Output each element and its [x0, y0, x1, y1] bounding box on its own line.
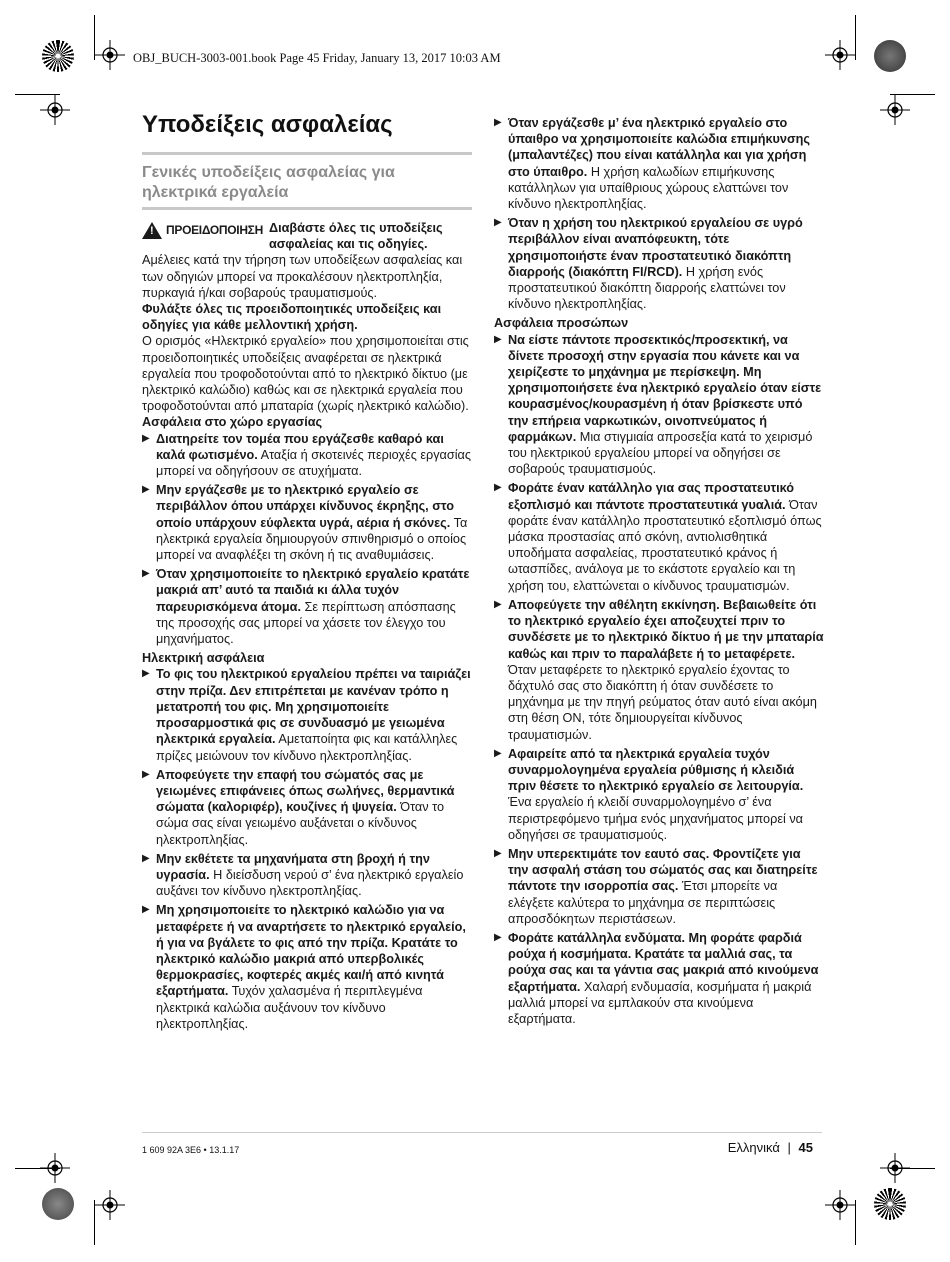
- warning-paragraph: ! ΠΡΟΕΙΔΟΠΟΙΗΣΗ Διαβάστε όλες τις υποδείξεις ασφαλείας και τις οδηγίες. Αμέλειες κατά την τήρηση των υποδείξεων ασφαλείας και των οδηγιών μπορεί να προκαλέσουν ηλεκτροπληξία, πυρκαγιά ή/και σοβαρούς τραυματισμούς.: [142, 221, 463, 300]
- list-item: ▶ Αφαιρείτε από τα ηλεκτρικά εργαλεία τυχόν συναρμολογημένα εργαλεία ρύθμισης ή κλειδιά πριν θέσετε το ηλεκτρικό εργαλείο σε λειτουργία. Ένα εργαλείο ή κλειδί συναρμολογημένο σ’ ένα περιστρεφόμενο τμήμα ενός μηχανήματος μπορεί να οδηγήσει σε τραυματισμούς.: [494, 746, 804, 842]
- registration-mark-icon: [40, 95, 70, 125]
- right-column: [494, 115, 824, 1030]
- electrical-list-continued: [494, 115, 824, 312]
- warning-triangle-icon: !: [142, 222, 162, 239]
- left-column: [142, 110, 472, 1035]
- page-number: 45: [798, 1140, 813, 1155]
- list-item: ▶ Αποφεύγετε την επαφή του σώματός σας με γειωμένες επιφάνειες όπως σωλήνες, θερμαντικά σώματα (καλοριφέρ), κουζίνες ή ψυγεία. Όταν το σώμα σας είναι γειωμένο αυξάνεται ο κίνδυνος ηλεκτροπληξίας.: [142, 767, 455, 847]
- gray-disc-icon: [874, 40, 906, 72]
- list-item: ▶ Να είστε πάντοτε προσεκτικός/προσεκτική, να δίνετε προσοχή στην εργασία που κάνετε και να χειρίζεστε το μηχάνημα με περίσκεψη. Μη χρησιμοποιήσετε ένα ηλεκτρικό εργαλείο όταν είστε κουρασμένος/κουρασμένη ή όταν βρίσκεστε υπό την επήρεια ναρκωτικών, οινοπνεύματος ή φαρμάκων. Μια στιγμιαία απροσεξία κατά το χειρισμό του ηλεκτρικού εργαλείου μπορεί να οδηγήσει σε σοβαρούς τραυματισμούς.: [494, 332, 822, 477]
- bullet-triangle-icon: ▶: [494, 747, 502, 759]
- bullet-triangle-icon: ▶: [142, 668, 150, 680]
- registration-mark-icon: [95, 40, 125, 70]
- bullet-triangle-icon: ▶: [142, 852, 150, 864]
- bullet-triangle-icon: ▶: [142, 484, 150, 496]
- bullet-triangle-icon: ▶: [494, 598, 502, 610]
- footer-rule: [142, 1132, 822, 1133]
- bullet-triangle-icon: ▶: [142, 768, 150, 780]
- list-item: ▶ Μην εργάζεσθε με το ηλεκτρικό εργαλείο σε περιβάλλον όπου υπάρχει κίνδυνος έκρηξης, στο οποίο υπάρχουν εύφλεκτα υγρά, αέρια ή σκόνες. Τα ηλεκτρικά εργαλεία δημιουργούν σπινθηρισμό ο οποίος μπορεί να αναφλέξει τη σκόνη ή τις αναθυμιάσεις.: [142, 483, 468, 563]
- page-title: Υποδείξεις ασφαλείας: [142, 111, 393, 138]
- registration-mark-icon: [95, 1190, 125, 1220]
- subtitle-rule: [142, 207, 472, 210]
- section-subtitle: Γενικές υποδείξεις ασφαλείας για ηλεκτρικά εργαλεία: [142, 164, 395, 201]
- warning-badge: ! ΠΡΟΕΙΔΟΠΟΙΗΣΗ: [142, 222, 263, 239]
- footer-code: 1 609 92A 3E6 • 13.1.17: [142, 1145, 240, 1155]
- list-item: ▶ Το φις του ηλεκτρικού εργαλείου πρέπει να ταιριάζει στην πρίζα. Δεν επιτρέπεται με κανέναν τρόπο η μετατροπή του φις. Μη χρησιμοποιείτε προσαρμοστικά φις σε συνδυασμό με γειωμένα ηλεκτρικά εργαλεία. Αμεταποίητα φις και κατάλληλες πρίζες μειώνουν τον κίνδυνο ηλεκτροπληξίας.: [142, 667, 471, 763]
- registration-mark-icon: [880, 95, 910, 125]
- keep-instructions: Φυλάξτε όλες τις προειδοποιητικές υποδείξεις και οδηγίες για κάθε μελλοντική χρήση.: [142, 302, 442, 333]
- list-item: ▶ Όταν η χρήση του ηλεκτρικού εργαλείου σε υγρό περιβάλλον είναι αναπόφευκτη, τότε χρησιμοποιήστε έναν προστατευτικό διακόπτη διαρροής (διακόπτη FI/RCD). Η χρήση ενός προστατευτικού διακόπτη διαρροής ελαττώνει τον κίνδυνο ηλεκτροπληξίας.: [494, 216, 803, 312]
- print-header: OBJ_BUCH-3003-001.book Page 45 Friday, January 13, 2017 10:03 AM: [133, 51, 501, 65]
- starburst-mark-icon: [42, 40, 74, 72]
- list-item: ▶ Όταν εργάζεσθε μ’ ένα ηλεκτρικό εργαλείο στο ύπαιθρο να χρησιμοποιείτε καλώδια επιμήκυνσης (μπαλαντέζες) που είναι κατάλληλα και για χρήση στο ύπαιθρο. Η χρήση καλωδίων επιμήκυνσης κατάλληλων για υπαίθριους χώρους ελαττώνει τον κίνδυνο ηλεκτροπληξίας.: [494, 116, 811, 212]
- bullet-triangle-icon: ▶: [494, 217, 502, 229]
- bullet-triangle-icon: ▶: [494, 931, 502, 943]
- list-item: ▶ Όταν χρησιμοποιείτε το ηλεκτρικό εργαλείο κρατάτε μακριά απ’ αυτό τα παιδιά κι άλλα τυχόν παρευρισκόμενα άτομα. Σε περίπτωση απόσπασης της προσοχής σας μπορεί να χάσετε τον έλεγχο του μηχανήματος.: [142, 567, 470, 647]
- personal-list: [494, 332, 824, 1028]
- bullet-triangle-icon: ▶: [142, 568, 150, 580]
- bullet-triangle-icon: ▶: [142, 432, 150, 444]
- title-rule: [142, 152, 472, 155]
- registration-mark-icon: [40, 1153, 70, 1183]
- registration-mark-icon: [825, 1190, 855, 1220]
- bullet-triangle-icon: ▶: [142, 904, 150, 916]
- section-heading-personal: Ασφάλεια προσώπων: [494, 316, 629, 331]
- starburst-mark-icon: [874, 1188, 906, 1220]
- definition-paragraph: Ο ορισμός «Ηλεκτρικό εργαλείο» που χρησιμοποιείται στις προειδοποιητικές υποδείξεις αναφέρεται σε ηλεκτρικά εργαλεία που τροφοδοτούνται από το ηλεκτρικό δίκτυο (με ηλεκτρικό καλώδιο) καθώς και σε ηλεκτρικά εργαλεία που τροφοδοτούνται από μπαταρία (χωρίς ηλεκτρικό καλώδιο).: [142, 334, 469, 414]
- bullet-triangle-icon: ▶: [494, 117, 502, 128]
- bullet-triangle-icon: ▶: [494, 482, 502, 494]
- footer-separator: |: [787, 1140, 791, 1155]
- gray-disc-icon: [42, 1188, 74, 1220]
- registration-mark-icon: [825, 40, 855, 70]
- footer-page: [728, 1140, 813, 1155]
- list-item: ▶ Μην υπερεκτιμάτε τον εαυτό σας. Φροντίζετε για την ασφαλή στάση του σώματός σας και διατηρείτε πάντοτε την ισορροπία σας. Έτσι μπορείτε να ελέγξετε καλύτερα το μηχάνημα σε περιπτώσεις απροσδόκητων περιστάσεων.: [494, 846, 818, 926]
- list-item: ▶ Φοράτε κατάλληλα ενδύματα. Μη φοράτε φαρδιά ρούχα ή κοσμήματα. Κρατάτε τα μαλλιά σας, τα ρούχα σας και τα γάντια σας μακριά από κινούμενα εξαρτήματα. Χαλαρή ενδυμασία, κοσμήματα ή μακριά μαλλιά μπορεί να εμπλακούν στα κινούμενα εξαρτήματα.: [494, 930, 819, 1026]
- section-heading-electrical: Ηλεκτρική ασφάλεια: [142, 651, 265, 666]
- list-item: ▶ Διατηρείτε τον τομέα που εργάζεσθε καθαρό και καλά φωτισμένο. Αταξία ή σκοτεινές περιοχές εργασίας μπορεί να οδηγήσουν σε ατυχήματα.: [142, 431, 471, 479]
- list-item: ▶ Φοράτε έναν κατάλληλο για σας προστατευτικό εξοπλισμό και πάντοτε προστατευτικά γυαλιά. Όταν φοράτε έναν κατάλληλο προστατευτικό εξοπλισμό όπως μάσκα προστασίας από σκόνη, αντιολισθητικά υποδήματα ασφαλείας, προστατευτικό κράνος ή ωτασπίδες, ανάλογα με το εκάστοτε εργαλείο και τη χρήση του, ελαττώνεται ο κίνδυνος τραυματισμών.: [494, 481, 822, 593]
- footer-language: Ελληνικά: [727, 1140, 780, 1155]
- list-item: ▶ Μη χρησιμοποιείτε το ηλεκτρικό καλώδιο για να μεταφέρετε ή να αναρτήσετε το ηλεκτρικό εργαλείο, ή για να βγάλετε το φις από την πρίζα. Κρατάτε το ηλεκτρικό καλώδιο μακριά από υπερβολικές θερμοκρασίες, κοφτερές ακμές και/ή από κινητά εξαρτήματα. Τυχόν χαλασμένα ή περιπλεγμένα ηλεκτρικά καλώδια αυξάνουν τον κίνδυνο ηλεκτροπληξίας.: [142, 903, 466, 1031]
- list-item: ▶ Μην εκθέτετε τα μηχανήματα στη βροχή ή την υγρασία. Η διείσδυση νερού σ’ ένα ηλεκτρικό εργαλείο αυξάνει τον κίνδυνο ηλεκτροπληξίας.: [142, 851, 464, 899]
- bullet-triangle-icon: ▶: [494, 333, 502, 345]
- list-item: ▶ Αποφεύγετε την αθέλητη εκκίνηση. Βεβαιωθείτε ότι το ηλεκτρικό εργαλείο έχει αποζευχτεί πριν το συνδέσετε με το ηλεκτρικό δίκτυο ή με την μπαταρία καθώς και πριν το παραλάβετε ή το μεταφέρετε. Όταν μεταφέρετε το ηλεκτρικό εργαλείο έχοντας το δάχτυλό σας στο διακόπτη ή όταν συνδέσετε το μηχάνημα με την πηγή ρεύματος όταν αυτό είναι ακόμη στη θέση ON, τότε δημιουργείται κίνδυνος τραυματισμών.: [494, 597, 824, 742]
- bullet-triangle-icon: ▶: [494, 847, 502, 859]
- registration-mark-icon: [880, 1153, 910, 1183]
- section-heading-work-area: Ασφάλεια στο χώρο εργασίας: [142, 415, 323, 430]
- electrical-list: [142, 666, 472, 1031]
- work-area-list: [142, 431, 472, 648]
